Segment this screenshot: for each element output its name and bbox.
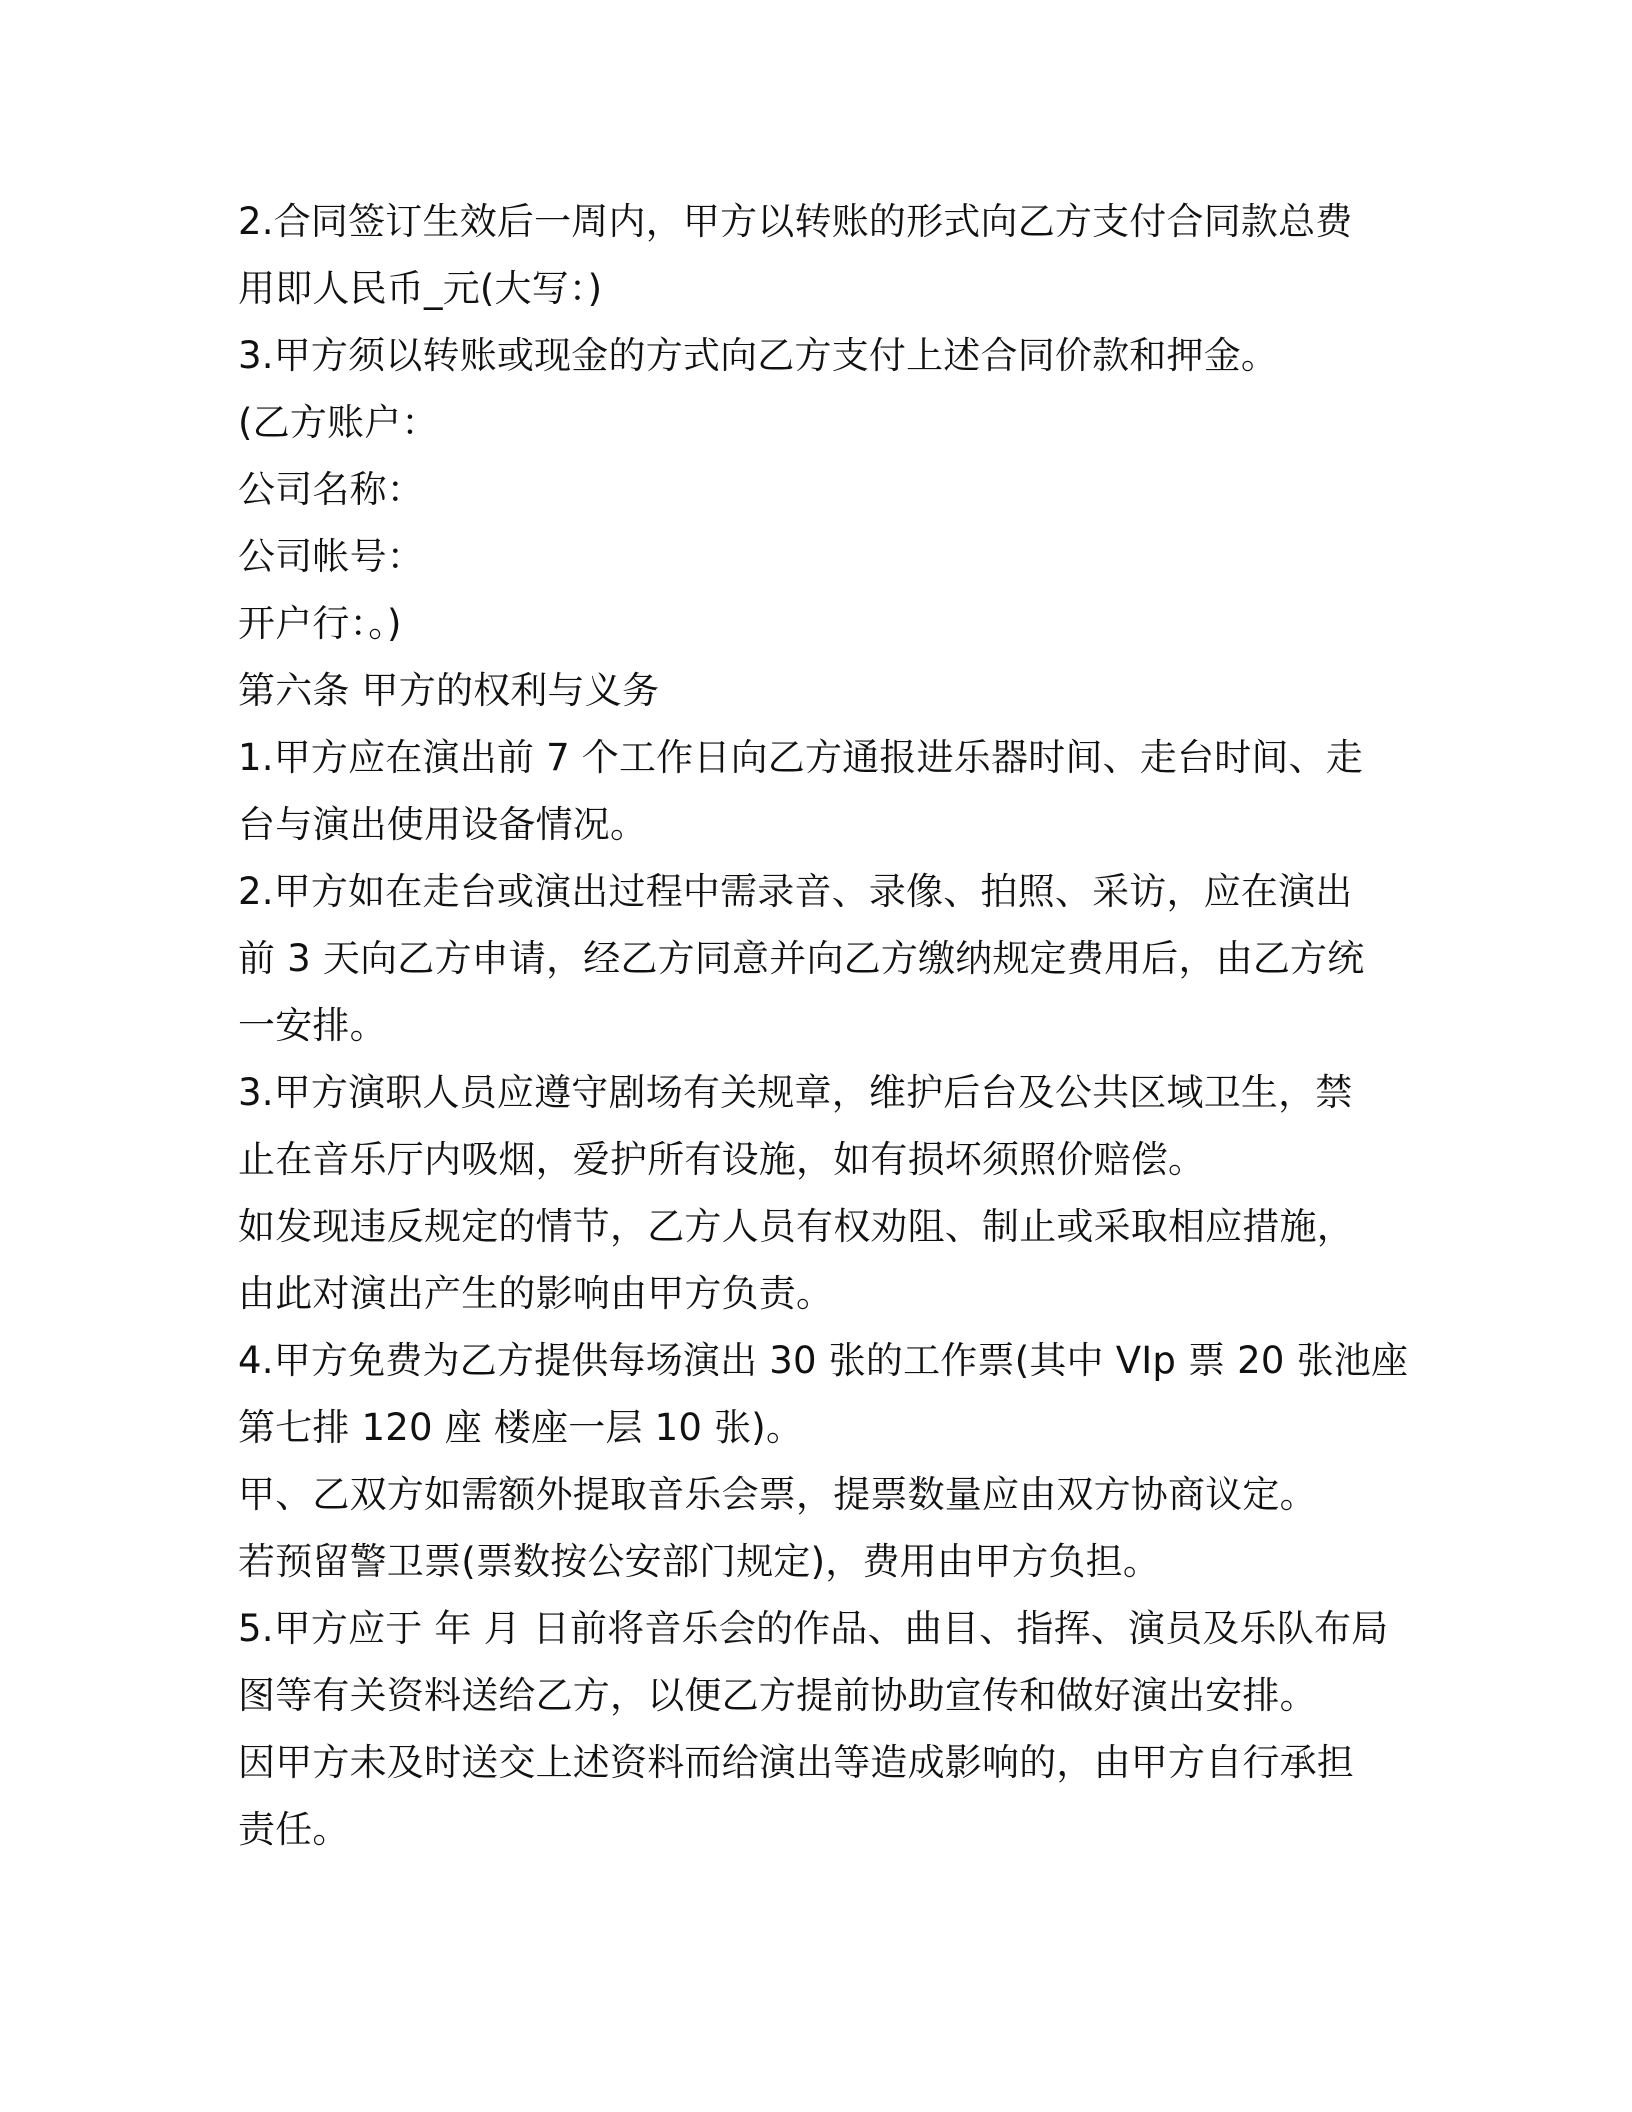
text-line: 责任。 [238, 1808, 350, 1851]
text-line: 开户行：。) [238, 602, 402, 645]
text-line: 一安排。 [238, 1004, 387, 1047]
text-line: 3.甲方演职人员应遵守剧场有关规章，维护后台及公共区域卫生，禁 [238, 1071, 1353, 1114]
text-line: 3.甲方须以转账或现金的方式向乙方支付上述合同价款和押金。 [238, 334, 1279, 377]
section-heading: 第六条 甲方的权利与义务 [238, 669, 660, 712]
text-line: 若预留警卫票(票数按公安部门规定)，费用由甲方负担。 [238, 1540, 1161, 1583]
text-line: 用即人民币_元(大写：) [238, 267, 603, 310]
text-line: 由此对演出产生的影响由甲方负责。 [238, 1272, 834, 1315]
text-line: 第七排 120 座 楼座一层 10 张)。 [238, 1406, 804, 1449]
text-line: 甲、乙双方如需额外提取音乐会票，提票数量应由双方协商议定。 [238, 1473, 1317, 1516]
text-line: (乙方账户： [238, 401, 439, 444]
text-line: 台与演出使用设备情况。 [238, 803, 648, 846]
text-line: 1.甲方应在演出前 7 个工作日向乙方通报进乐器时间、走台时间、走 [238, 736, 1363, 779]
text-line: 5.甲方应于 年 月 日前将音乐会的作品、曲目、指挥、演员及乐队布局 [238, 1607, 1389, 1650]
text-line: 止在音乐厅内吸烟，爱护所有设施，如有损坏须照价赔偿。 [238, 1138, 1206, 1181]
text-line: 如发现违反规定的情节，乙方人员有权劝阻、制止或采取相应措施， [238, 1205, 1354, 1248]
text-line: 公司帐号： [238, 535, 424, 578]
text-line: 2.甲方如在走台或演出过程中需录音、录像、拍照、采访，应在演出 [238, 870, 1353, 913]
text-line: 4.甲方免费为乙方提供每场演出 30 张的工作票(其中 VIp 票 20 张池座 [238, 1339, 1409, 1382]
text-line: 因甲方未及时送交上述资料而给演出等造成影响的，由甲方自行承担 [238, 1741, 1354, 1784]
text-line: 前 3 天向乙方申请，经乙方同意并向乙方缴纳规定费用后，由乙方统 [238, 937, 1365, 980]
text-line: 图等有关资料送给乙方，以便乙方提前协助宣传和做好演出安排。 [238, 1674, 1317, 1717]
text-line: 公司名称： [238, 468, 424, 511]
document-body [238, 188, 1409, 1863]
text-line: 2.合同签订生效后一周内，甲方以转账的形式向乙方支付合同款总费 [238, 200, 1353, 243]
